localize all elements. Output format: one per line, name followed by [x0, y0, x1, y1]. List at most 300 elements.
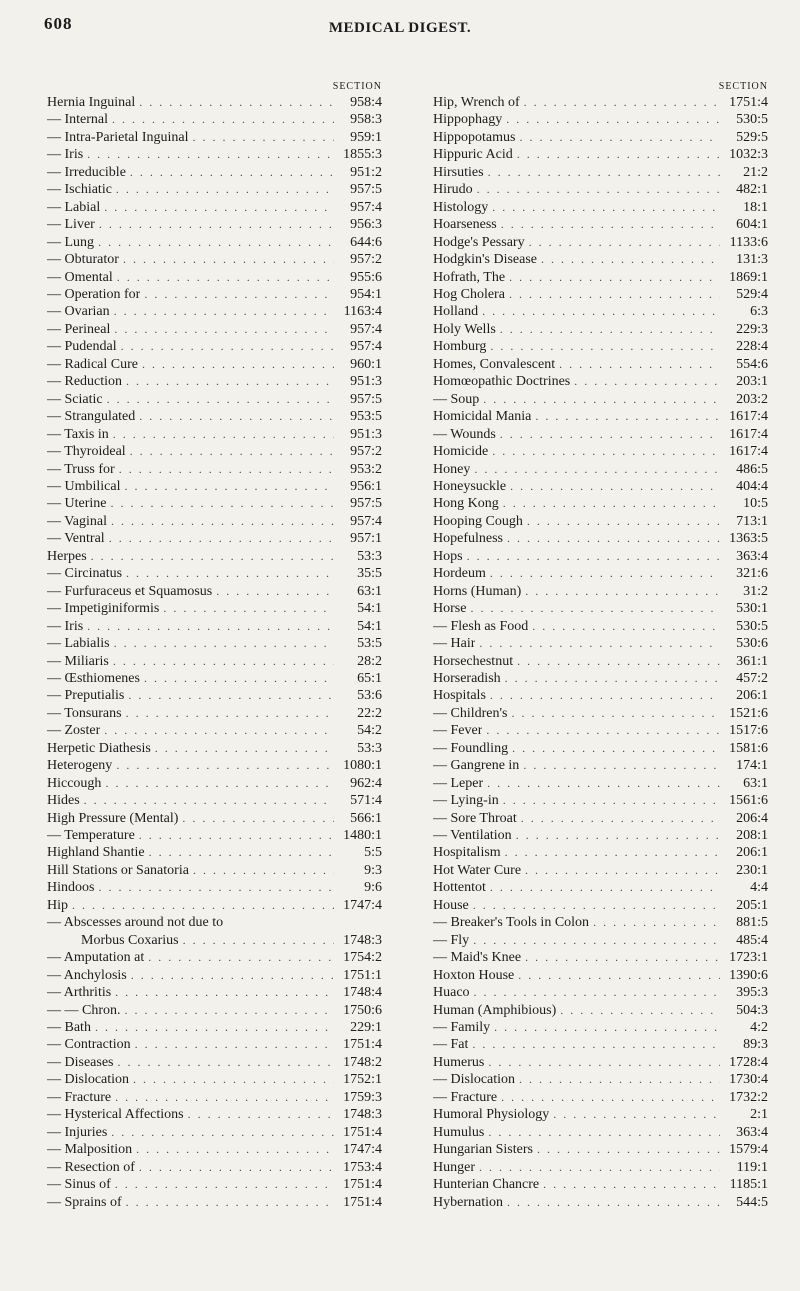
index-entry — [47, 1124, 382, 1141]
dot-leader — [486, 879, 720, 896]
entry-section-number: 957:2 — [350, 444, 382, 460]
entry-section-number: 63:1 — [743, 775, 768, 791]
entry-section-number: 206:1 — [736, 688, 768, 704]
entry-term: Histology — [433, 199, 489, 215]
entry-section-number: 958:4 — [350, 95, 382, 110]
entry-section-number: 119:1 — [736, 1159, 768, 1175]
entry-term: — Breaker's Tools in Colon — [433, 915, 590, 931]
entry-term: High Pressure (Mental) — [47, 810, 179, 826]
index-entry — [47, 530, 382, 547]
entry-section-number: 713:1 — [736, 513, 768, 529]
entry-term: Hooping Cough — [433, 513, 523, 529]
entry-section-number: 1080:1 — [343, 758, 382, 774]
entry-section-number: 644:6 — [350, 234, 382, 250]
dot-leader — [506, 478, 720, 495]
index-entry — [47, 1194, 382, 1211]
entry-section-number: 363:4 — [736, 548, 768, 564]
entry-term: Hippophagy — [433, 112, 503, 128]
entry-term: — Ventral — [47, 531, 105, 547]
index-entry — [433, 391, 768, 408]
index-entry — [433, 164, 768, 181]
entry-term: — Fever — [433, 723, 483, 739]
index-entry — [433, 373, 768, 390]
entry-section-number: 485:4 — [736, 932, 768, 948]
dot-leader — [496, 426, 720, 443]
entry-section-number: 954:1 — [350, 286, 382, 302]
index-entry — [47, 810, 382, 827]
index-entry — [47, 1071, 382, 1088]
entry-section-number: 1617:4 — [729, 409, 768, 425]
dot-leader — [83, 618, 334, 635]
entry-section-number: 35:5 — [357, 566, 382, 582]
entry-term: — Taxis in — [47, 426, 109, 442]
section-column-heading: SECTION — [718, 81, 768, 92]
entry-section-number: 957:4 — [350, 513, 382, 529]
index-entry — [433, 199, 768, 216]
entry-term: — Ovarian — [47, 304, 110, 320]
dot-leader — [87, 548, 334, 565]
entry-term: — Malposition — [47, 1142, 133, 1158]
index-entry — [47, 722, 382, 739]
dot-leader — [517, 810, 720, 827]
entry-term: Hirsuties — [433, 164, 484, 180]
entry-term: Hip, Wrench of — [433, 95, 520, 110]
dot-leader — [483, 775, 720, 792]
entry-term: — Fly — [433, 932, 470, 948]
dot-leader — [478, 303, 720, 320]
entry-term: — Gangrene in — [433, 758, 520, 774]
entry-section-number: 5:5 — [364, 845, 382, 861]
dot-leader — [513, 146, 720, 163]
entry-section-number: 228:4 — [736, 339, 768, 355]
entry-term: — Pudendal — [47, 339, 117, 355]
dot-leader — [486, 565, 720, 582]
index-entry — [433, 757, 768, 774]
entry-section-number: 1748:3 — [343, 932, 382, 948]
entry-term: — Wounds — [433, 426, 496, 442]
entry-section-number: 1751:4 — [729, 95, 768, 110]
entry-section-number: 1579:4 — [729, 1142, 768, 1158]
entry-section-number: 208:1 — [736, 828, 768, 844]
entry-section-number: 206:4 — [736, 810, 768, 826]
entry-section-number: 9:3 — [364, 862, 382, 878]
right-index-column — [433, 80, 768, 1211]
entry-term: — Resection of — [47, 1159, 135, 1175]
dot-leader — [110, 321, 334, 338]
entry-term: — Abscesses around not due to — [47, 915, 224, 931]
index-entry — [433, 1194, 768, 1211]
entry-term: — Lung — [47, 234, 95, 250]
entry-section-number: 1617:4 — [729, 444, 768, 460]
index-entry — [47, 687, 382, 704]
entry-section-number: 6:3 — [750, 304, 768, 320]
index-entry — [433, 600, 768, 617]
entry-term: — Umbilical — [47, 478, 121, 494]
dot-leader — [508, 740, 720, 757]
entry-section-number: 4:2 — [750, 1020, 768, 1036]
dot-leader — [122, 373, 334, 390]
index-entry — [433, 1019, 768, 1036]
entry-section-number: 530:5 — [736, 618, 768, 634]
entry-term: — Labialis — [47, 636, 110, 652]
entry-term: Hungarian Sisters — [433, 1142, 533, 1158]
entry-section-number: 1753:4 — [343, 1159, 382, 1175]
index-entry — [433, 408, 768, 425]
entry-section-number: 63:1 — [357, 583, 382, 599]
index-entry — [433, 775, 768, 792]
dot-leader — [122, 1194, 334, 1211]
dot-leader — [105, 530, 334, 547]
entry-section-number: 229:3 — [736, 321, 768, 337]
entry-section-number: 1728:4 — [729, 1054, 768, 1070]
entry-section-number: 554:6 — [736, 356, 768, 372]
entry-section-number: 604:1 — [736, 217, 768, 233]
entry-term: — Impetiginiformis — [47, 601, 160, 617]
entry-section-number: 504:3 — [736, 1002, 768, 1018]
index-entry — [47, 164, 382, 181]
index-entry — [47, 146, 382, 163]
dot-leader — [537, 251, 720, 268]
dot-leader — [101, 775, 334, 792]
dot-leader — [109, 426, 334, 443]
entry-section-number: 953:5 — [350, 409, 382, 425]
index-entry — [47, 967, 382, 984]
index-entry — [433, 932, 768, 949]
dot-leader — [555, 356, 720, 373]
entry-section-number: 960:1 — [350, 356, 382, 372]
entry-term: — Fracture — [433, 1089, 498, 1105]
entry-term: — Flesh as Food — [433, 618, 529, 634]
entry-section-number: 1855:3 — [343, 147, 382, 163]
dot-leader — [519, 757, 720, 774]
index-entry — [433, 181, 768, 198]
entry-section-number: 54:2 — [357, 723, 382, 739]
dot-leader — [490, 1019, 720, 1036]
entry-section-number: 530:6 — [736, 636, 768, 652]
entry-term: — Liver — [47, 217, 95, 233]
index-entry — [47, 443, 382, 460]
entry-section-number: 1748:4 — [343, 985, 382, 1001]
dot-leader — [131, 1036, 334, 1053]
index-entry — [47, 1089, 382, 1106]
entry-term: — Contraction — [47, 1037, 131, 1053]
entry-term: Humerus — [433, 1054, 485, 1070]
index-entry — [47, 879, 382, 896]
entry-section-number: 1517:6 — [729, 723, 768, 739]
dot-leader — [100, 722, 334, 739]
dot-leader — [107, 1124, 334, 1141]
dot-leader — [521, 949, 720, 966]
dot-leader — [212, 583, 334, 600]
entry-term: Hodgkin's Disease — [433, 252, 538, 268]
dot-leader — [189, 129, 334, 146]
entry-term: Horsechestnut — [433, 653, 514, 669]
entry-section-number: 321:6 — [736, 566, 768, 582]
entry-term: Hippopotamus — [433, 129, 516, 145]
index-entry — [47, 181, 382, 198]
dot-leader — [570, 373, 720, 390]
entry-section-number: 1751:1 — [343, 967, 382, 983]
index-entry — [47, 1036, 382, 1053]
index-entry — [47, 1002, 382, 1019]
dot-leader — [475, 635, 720, 652]
index-entry — [47, 914, 382, 931]
dot-leader — [124, 687, 334, 704]
entry-term: — Bath — [47, 1020, 91, 1036]
entry-term: Horseradish — [433, 670, 501, 686]
entry-term: — Miliaris — [47, 653, 109, 669]
entry-term: — Intra-Parietal Inguinal — [47, 129, 189, 145]
entry-section-number: 230:1 — [736, 862, 768, 878]
dot-leader — [479, 391, 720, 408]
entry-section-number: 174:1 — [736, 758, 768, 774]
entry-section-number: 1561:6 — [729, 793, 768, 809]
index-entry — [433, 1054, 768, 1071]
entry-term: Hiccough — [47, 775, 102, 791]
dot-leader — [484, 1124, 720, 1141]
index-entry — [47, 199, 382, 216]
entry-term: — Tonsurans — [47, 705, 122, 721]
entry-section-number: 956:1 — [350, 478, 382, 494]
dot-leader — [484, 164, 720, 181]
entry-section-number: 404:4 — [736, 478, 768, 494]
index-entry — [433, 897, 768, 914]
entry-term: Horns (Human) — [433, 583, 522, 599]
entry-section-number: 957:4 — [350, 199, 382, 215]
entry-section-number: 957:5 — [350, 391, 382, 407]
dot-leader — [488, 199, 720, 216]
dot-leader — [521, 862, 720, 879]
index-entry — [433, 216, 768, 233]
index-entry — [433, 548, 768, 565]
entry-section-number: 1751:4 — [343, 1124, 382, 1140]
entry-term: — Dislocation — [433, 1072, 516, 1088]
entry-term: Hybernation — [433, 1194, 503, 1210]
entry-term: — Lying-in — [433, 793, 499, 809]
index-entry — [433, 356, 768, 373]
index-entry — [47, 827, 382, 844]
dot-leader — [486, 338, 720, 355]
index-entry — [433, 269, 768, 286]
index-entry — [433, 565, 768, 582]
dot-leader — [140, 670, 334, 687]
dot-leader — [528, 618, 720, 635]
index-entry — [47, 234, 382, 251]
section-column-heading: SECTION — [332, 81, 382, 92]
index-entry — [433, 146, 768, 163]
index-entry — [47, 670, 382, 687]
entry-section-number: 203:1 — [736, 374, 768, 390]
running-title: MEDICAL DIGEST. — [328, 20, 472, 36]
dot-leader — [499, 495, 720, 512]
dot-leader — [94, 879, 334, 896]
dot-leader — [122, 565, 334, 582]
dot-leader — [145, 844, 334, 861]
entry-term: — Dislocation — [47, 1072, 130, 1088]
index-entry — [47, 408, 382, 425]
dot-leader — [484, 1054, 720, 1071]
index-entry — [47, 513, 382, 530]
dot-leader — [110, 303, 334, 320]
entry-term: — Injuries — [47, 1124, 108, 1140]
entry-section-number: 18:1 — [743, 199, 768, 215]
entry-term: Herpetic Diathesis — [47, 740, 151, 756]
entry-section-number: 1617:4 — [729, 426, 768, 442]
dot-leader — [475, 1159, 720, 1176]
index-entry — [433, 967, 768, 984]
index-entry — [433, 1036, 768, 1053]
index-entry — [47, 391, 382, 408]
index-entry — [433, 705, 768, 722]
index-entry — [433, 111, 768, 128]
entry-section-number: 53:3 — [357, 740, 382, 756]
entry-section-number: 131:3 — [736, 252, 768, 268]
index-entry — [47, 1106, 382, 1123]
index-entry — [433, 251, 768, 268]
index-entry — [433, 914, 768, 931]
index-entry — [47, 949, 382, 966]
index-entry — [433, 844, 768, 861]
index-entry — [47, 356, 382, 373]
index-entry — [433, 530, 768, 547]
entry-term: — Hair — [433, 636, 476, 652]
dot-leader — [521, 583, 720, 600]
index-entry — [47, 600, 382, 617]
index-entry — [47, 932, 382, 949]
index-entry — [47, 426, 382, 443]
dot-leader — [122, 705, 334, 722]
entry-term: — Maid's Knee — [433, 950, 522, 966]
entry-section-number: 31:2 — [743, 583, 768, 599]
index-entry — [433, 740, 768, 757]
index-entry — [433, 1176, 768, 1193]
entry-section-number: 957:4 — [350, 339, 382, 355]
index-entry — [433, 670, 768, 687]
entry-term: Hofrath, The — [433, 269, 506, 285]
entry-section-number: 457:2 — [736, 670, 768, 686]
dot-leader — [515, 129, 720, 146]
dot-leader — [501, 844, 720, 861]
dot-leader — [503, 530, 720, 547]
entry-section-number: 1480:1 — [343, 828, 382, 844]
entry-section-number: 205:1 — [736, 897, 768, 913]
entry-term: Hospitals — [433, 688, 486, 704]
dot-leader — [100, 199, 334, 216]
entry-section-number: 958:3 — [350, 112, 382, 128]
index-entry — [433, 984, 768, 1001]
entry-term: — Circinatus — [47, 566, 123, 582]
entry-section-number: 957:5 — [350, 182, 382, 198]
entry-section-number: 1751:4 — [343, 1037, 382, 1053]
entry-section-number: 54:1 — [357, 618, 382, 634]
index-entry — [47, 129, 382, 146]
index-entry — [47, 705, 382, 722]
entry-section-number: 1732:2 — [729, 1089, 768, 1105]
entry-section-number: 206:1 — [736, 845, 768, 861]
dot-leader — [112, 181, 334, 198]
dot-leader — [106, 495, 334, 512]
entry-term: Hot Water Cure — [433, 862, 522, 878]
index-entry — [433, 94, 768, 111]
dot-leader — [114, 1054, 335, 1071]
dot-leader — [121, 1002, 335, 1019]
entry-section-number: 1133:6 — [729, 234, 768, 250]
entry-section-number: 951:3 — [350, 374, 382, 390]
entry-term: House — [433, 897, 469, 913]
entry-term: Holy Wells — [433, 321, 496, 337]
index-entry — [47, 653, 382, 670]
index-entry — [433, 286, 768, 303]
index-entry — [47, 286, 382, 303]
entry-section-number: 1748:2 — [343, 1054, 382, 1070]
entry-term: Homburg — [433, 339, 487, 355]
entry-term: Hill Stations or Sanatoria — [47, 862, 189, 878]
dot-leader — [103, 391, 334, 408]
dot-leader — [486, 687, 720, 704]
index-entry — [47, 1141, 382, 1158]
entry-term: — Reduction — [47, 374, 123, 390]
entry-term: Hong Kong — [433, 496, 499, 512]
index-entry — [433, 583, 768, 600]
dot-leader — [178, 810, 334, 827]
dot-leader — [497, 1089, 720, 1106]
entry-term: — Uterine — [47, 496, 107, 512]
entry-section-number: 1363:5 — [729, 531, 768, 547]
dot-leader — [514, 967, 720, 984]
entry-term: — Sore Throat — [433, 810, 517, 826]
dot-leader — [482, 722, 720, 739]
entry-section-number: 2:1 — [750, 1107, 768, 1123]
index-entry — [433, 862, 768, 879]
dot-leader — [488, 443, 720, 460]
index-entry — [47, 216, 382, 233]
entry-term: Hordeum — [433, 566, 486, 582]
index-entry — [47, 373, 382, 390]
entry-section-number: 951:2 — [350, 164, 382, 180]
index-entry — [47, 111, 382, 128]
dot-leader — [126, 164, 334, 181]
dot-leader — [531, 408, 720, 425]
dot-leader — [496, 321, 720, 338]
entry-term: — Zoster — [47, 723, 101, 739]
dot-leader — [507, 705, 720, 722]
entry-section-number: 1751:4 — [343, 1194, 382, 1210]
index-entry — [47, 844, 382, 861]
entry-term: — Diseases — [47, 1054, 114, 1070]
entry-section-number: 544:5 — [736, 1194, 768, 1210]
entry-section-number: 955:6 — [350, 269, 382, 285]
dot-leader — [112, 757, 334, 774]
entry-section-number: 54:1 — [357, 601, 382, 617]
entry-term: — Sinus of — [47, 1177, 111, 1193]
entry-term: — Labial — [47, 199, 101, 215]
index-entry — [47, 251, 382, 268]
entry-term: Hernia Inguinal — [47, 95, 136, 110]
dot-leader — [94, 234, 334, 251]
dot-leader — [95, 216, 334, 233]
entry-section-number: 482:1 — [736, 182, 768, 198]
index-entry — [433, 338, 768, 355]
index-entry — [433, 426, 768, 443]
entry-term: — Children's — [433, 705, 508, 721]
entry-section-number: 1032:3 — [729, 147, 768, 163]
index-entry — [47, 757, 382, 774]
entry-term: Hunterian Chancre — [433, 1177, 540, 1193]
index-entry — [433, 234, 768, 251]
entry-section-number: 959:1 — [350, 129, 382, 145]
entry-term: Hodge's Pessary — [433, 234, 525, 250]
entry-term: — Iris — [47, 618, 84, 634]
